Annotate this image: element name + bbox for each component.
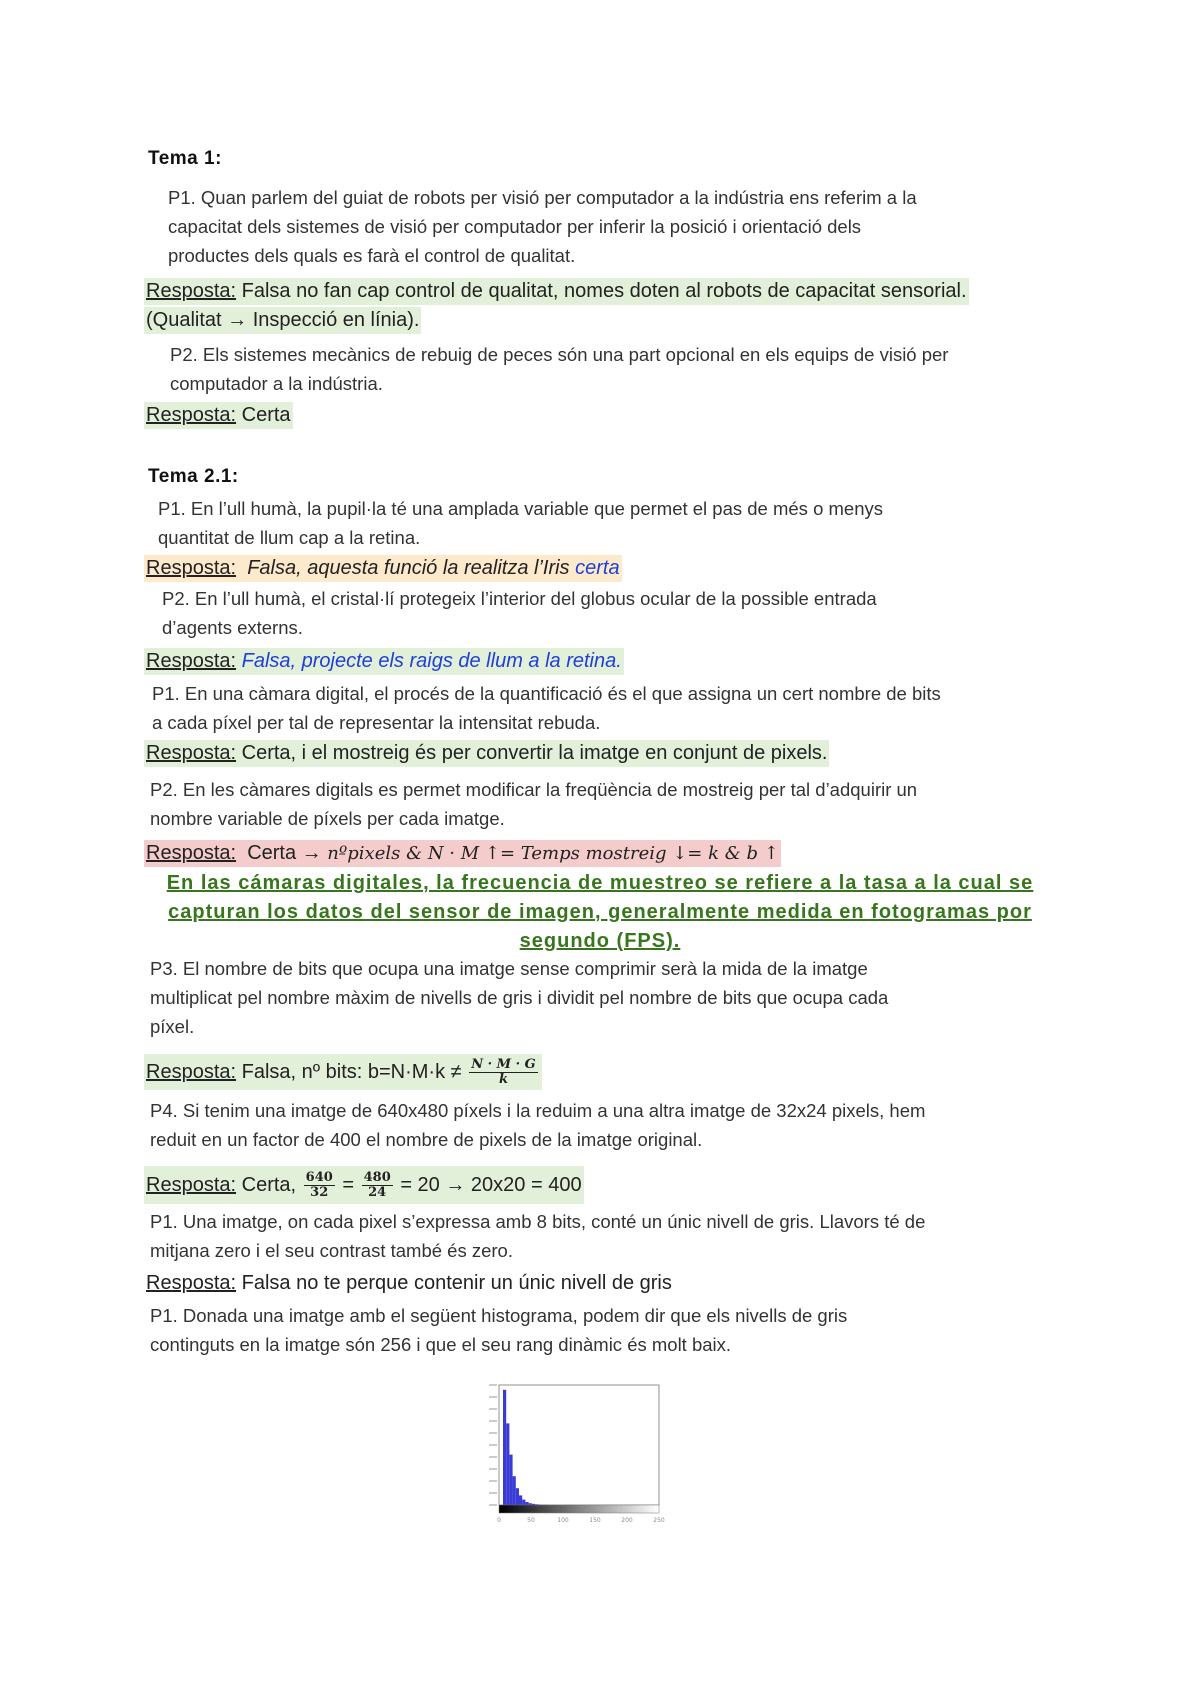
- question-line: quantitat de llum cap a la retina.: [158, 527, 421, 548]
- question-line: P2. En l’ull humà, el cristal·lí protegeix l’interior del globus ocular de la possible entrada: [162, 588, 877, 609]
- question-line: P2. Els sistemes mecànics de rebuig de peces són una part opcional en els equips de visió per: [170, 344, 949, 365]
- answer-tail: = 20 → 20x20 = 400: [400, 1174, 582, 1196]
- question-tema2-p3-bits: [150, 954, 888, 1041]
- question-line: P2. En les càmares digitals es permet modificar la freqüència de mostreig per tal d’adquirir un: [150, 779, 918, 800]
- histogram-x-tick-label: 150: [589, 1517, 601, 1524]
- answer-tema1-p1: [144, 278, 969, 305]
- question-line: d’agents externs.: [162, 617, 303, 638]
- answer-tema2-p2-cristalli: [144, 648, 624, 675]
- answer-label: Resposta:: [146, 742, 237, 764]
- equals-sign: =: [342, 1174, 355, 1196]
- answer-label: Resposta:: [146, 404, 237, 426]
- histogram-bar: [529, 1503, 532, 1505]
- answer-tema1-p2: [144, 402, 293, 429]
- fraction-480-over-24: [362, 1171, 393, 1200]
- answer-text: Certa,: [241, 1174, 297, 1196]
- answer-tema2-p2-mostreig: [144, 840, 781, 867]
- answer-text: Falsa, nº bits: b=N·M·k ≠: [241, 1061, 462, 1083]
- fraction-nmg-over-k: [469, 1058, 538, 1087]
- histogram-x-tick-label: 200: [621, 1517, 633, 1524]
- question-tema2-p4-reduccio: [150, 1096, 925, 1154]
- question-line: píxel.: [150, 1016, 195, 1037]
- answer-text: Falsa, projecte els raigs de llum a la retina.: [241, 650, 622, 672]
- histogram-bar: [522, 1500, 525, 1505]
- answer-text: Falsa, aquesta funció la realitza l’Iris: [247, 557, 570, 579]
- answer-note-frecuencia-muestreo: En las cámaras digitales, la frecuencia de muestreo se refiere a la tasa a la cual se capturan los datos del sensor de imagen, generalmente medida en fotogramas por segundo (FPS).: [166, 872, 1034, 952]
- fraction-numerator: N · M · G: [471, 1057, 536, 1073]
- answer-extra: certa: [575, 557, 620, 579]
- fraction-numerator: 640: [305, 1170, 333, 1186]
- histogram-bar: [516, 1488, 519, 1505]
- histogram-bar: [503, 1390, 506, 1505]
- question-tema1-p2: [170, 340, 948, 398]
- question-tema2-p1-quantificacio: [152, 679, 941, 737]
- question-line: P1. Donada una imatge amb el següent histograma, podem dir que els nivells de gris: [150, 1305, 848, 1326]
- question-line: nombre variable de píxels per cada imatge.: [150, 808, 505, 829]
- question-line: computador a la indústria.: [170, 373, 383, 394]
- answer-label: Resposta:: [146, 1061, 237, 1083]
- question-tema2-p2-mostreig: [150, 775, 917, 833]
- question-tema2-p1-nivell-gris: [150, 1207, 925, 1265]
- answer-formula: nºpixels & N · M ↑= Temps mostreig ↓= k & b ↑: [327, 843, 779, 864]
- answer-tema2-p1-pupil: [144, 555, 622, 582]
- answer-text: Certa, i el mostreig és per convertir la imatge en conjunt de pixels.: [241, 742, 828, 764]
- histogram-x-tick-label: 0: [497, 1517, 501, 1524]
- histogram-bar: [525, 1502, 528, 1505]
- question-line: P1. Quan parlem del guiat de robots per visió per computador a la indústria ens referim a la: [168, 187, 917, 208]
- answer-text: Certa: [241, 404, 291, 426]
- question-line: P3. El nombre de bits que ocupa una imatge sense comprimir serà la mida de la imatge: [150, 958, 868, 979]
- histogram-x-tick-label: 250: [653, 1517, 665, 1524]
- answer-label: Resposta:: [146, 1174, 237, 1196]
- histogram-plot-area: [499, 1385, 659, 1505]
- fraction-640-over-32: [304, 1171, 335, 1200]
- question-line: capacitat dels sistemes de visió per computador per inferir la posició i orientació dels: [168, 216, 862, 237]
- question-tema2-p1-histograma: [150, 1301, 847, 1359]
- answer-label: Resposta:: [146, 842, 237, 864]
- histogram-bar: [509, 1455, 512, 1505]
- answer-label: Resposta:: [146, 557, 237, 579]
- question-line: a cada píxel per tal de representar la intensitat rebuda.: [152, 712, 601, 733]
- question-line: reduit en un factor de 400 el nombre de pixels de la imatge original.: [150, 1129, 703, 1150]
- histogram-bar: [513, 1476, 516, 1505]
- answer-text: (Qualitat → Inspecció en línia).: [146, 309, 420, 331]
- answer-tema2-p1-quantificacio: [144, 740, 829, 767]
- answer-tema2-p4-reduccio: [144, 1166, 584, 1204]
- answer-label: Resposta:: [146, 280, 237, 302]
- answer-text: Certa →: [247, 842, 322, 864]
- answer-text: Falsa no fan cap control de qualitat, nomes doten al robots de capacitat sensorial.: [241, 280, 967, 302]
- question-line: multiplicat pel nombre màxim de nivells de gris i dividit pel nombre de bits que ocupa cada: [150, 987, 889, 1008]
- question-line: P1. En l’ull humà, la pupil·la té una amplada variable que permet el pas de més o menys: [158, 498, 883, 519]
- question-line: mitjana zero i el seu contrast també és zero.: [150, 1240, 513, 1261]
- answer-label: Resposta:: [146, 650, 237, 672]
- histogram-gray-scale-bar: [499, 1505, 659, 1513]
- question-line: P1. En una càmara digital, el procés de la quantificació és el que assigna un cert nombre de bits: [152, 683, 941, 704]
- question-line: P4. Si tenim una imatge de 640x480 píxels i la reduim a una altra imatge de 32x24 pixels, hem: [150, 1100, 926, 1121]
- histogram-bar: [519, 1495, 522, 1505]
- histogram-x-ticks: [497, 1517, 665, 1524]
- answer-tema2-p3-bits: [144, 1054, 542, 1090]
- question-tema1-p1: [168, 183, 917, 270]
- answer-tema1-p1-continuation: [144, 307, 421, 334]
- fraction-denominator: k: [498, 1072, 508, 1088]
- answer-label: Resposta:: [146, 1272, 237, 1294]
- question-line: productes dels quals es farà el control de qualitat.: [168, 245, 576, 266]
- section-heading-tema-2-1: Tema 2.1:: [148, 466, 239, 487]
- question-tema2-p1-pupil: [158, 494, 883, 552]
- question-line: continguts en la imatge són 256 i que el seu rang dinàmic és molt baix.: [150, 1334, 732, 1355]
- fraction-numerator: 480: [363, 1170, 391, 1186]
- question-line: P1. Una imatge, on cada pixel s’expressa amb 8 bits, conté un únic nivell de gris. Llavors té de: [150, 1211, 926, 1232]
- histogram-figure: [475, 1380, 665, 1525]
- histogram-bar: [506, 1423, 509, 1505]
- fraction-denominator: 32: [310, 1185, 329, 1201]
- histogram-x-tick-label: 50: [527, 1517, 535, 1524]
- section-heading-tema-1: Tema 1:: [148, 148, 222, 169]
- answer-text: Falsa no te perque contenir un únic nivell de gris: [241, 1272, 672, 1294]
- histogram-x-tick-label: 100: [557, 1517, 569, 1524]
- answer-tema2-p1-nivell-gris: [144, 1270, 674, 1297]
- question-tema2-p2-cristalli: [162, 584, 877, 642]
- fraction-denominator: 24: [368, 1185, 387, 1201]
- histogram-y-ticks: [489, 1385, 497, 1505]
